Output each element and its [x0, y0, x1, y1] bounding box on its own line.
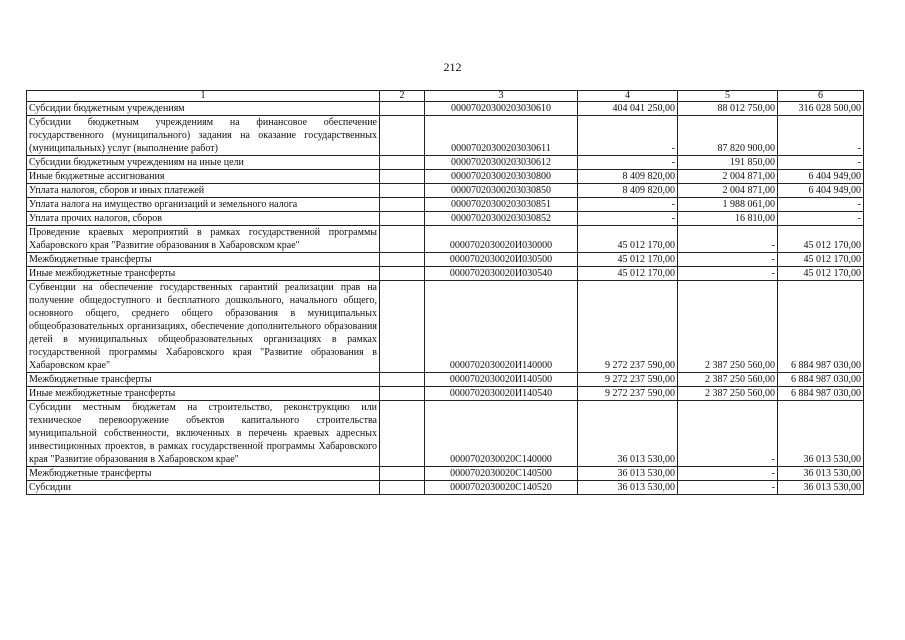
row-empty-cell	[380, 253, 425, 267]
row-value-cell: 45 012 170,00	[578, 253, 678, 267]
row-value-cell: -	[778, 116, 864, 156]
row-value-cell: 36 013 530,00	[578, 481, 678, 495]
row-value-cell: 6 884 987 030,00	[778, 281, 864, 373]
row-empty-cell	[380, 387, 425, 401]
row-empty-cell	[380, 212, 425, 226]
row-name-cell: Уплата налога на имущество организаций и земельного налога	[27, 198, 380, 212]
row-name-cell: Межбюджетные трансферты	[27, 373, 380, 387]
row-value-cell: 191 850,00	[678, 156, 778, 170]
table-row	[27, 467, 864, 481]
row-value-cell: 2 004 871,00	[678, 184, 778, 198]
row-name-cell: Субсидии бюджетным учреждениям на иные цели	[27, 156, 380, 170]
row-value-cell: 36 013 530,00	[778, 401, 864, 467]
column-header: 3	[425, 91, 578, 102]
table-row	[27, 212, 864, 226]
row-value-cell: 6 404 949,00	[778, 170, 864, 184]
row-value-cell: -	[678, 267, 778, 281]
row-value-cell: 6 884 987 030,00	[778, 387, 864, 401]
row-value-cell: -	[678, 401, 778, 467]
row-code-cell: 00007020300203030800	[425, 170, 578, 184]
table-row	[27, 401, 864, 467]
row-code-cell: 0000702030020С140520	[425, 481, 578, 495]
row-value-cell: 87 820 900,00	[678, 116, 778, 156]
column-header: 2	[380, 91, 425, 102]
row-value-cell: 2 387 250 560,00	[678, 387, 778, 401]
row-value-cell: 2 387 250 560,00	[678, 281, 778, 373]
row-empty-cell	[380, 198, 425, 212]
row-empty-cell	[380, 116, 425, 156]
row-value-cell: 36 013 530,00	[778, 481, 864, 495]
row-value-cell: 9 272 237 590,00	[578, 281, 678, 373]
row-value-cell: -	[578, 156, 678, 170]
row-name-cell: Иные межбюджетные трансферты	[27, 387, 380, 401]
row-code-cell: 0000702030020С140000	[425, 401, 578, 467]
row-code-cell: 0000702030020И030500	[425, 253, 578, 267]
column-header: 4	[578, 91, 678, 102]
row-value-cell: 88 012 750,00	[678, 102, 778, 116]
row-code-cell: 0000702030020И140500	[425, 373, 578, 387]
row-name-cell: Проведение краевых мероприятий в рамках государственной программы Хабаровского края "Развитие образования в Хабаровском крае"	[27, 226, 380, 253]
row-name-cell: Субсидии	[27, 481, 380, 495]
table-row	[27, 198, 864, 212]
row-name-cell: Уплата прочих налогов, сборов	[27, 212, 380, 226]
table-row	[27, 281, 864, 373]
row-name-cell: Уплата налогов, сборов и иных платежей	[27, 184, 380, 198]
row-name-cell: Иные межбюджетные трансферты	[27, 267, 380, 281]
row-value-cell: -	[578, 198, 678, 212]
table-row	[27, 373, 864, 387]
row-empty-cell	[380, 184, 425, 198]
table-row	[27, 253, 864, 267]
row-value-cell: 8 409 820,00	[578, 184, 678, 198]
budget-table	[26, 90, 864, 495]
row-empty-cell	[380, 170, 425, 184]
table-row	[27, 267, 864, 281]
row-name-cell: Субвенции на обеспечение государственных гарантий реализации прав на получение общедоступного и бесплатного дошкольного, начального общего, основного общего, среднего общего образования в муниципальных общеобразовательных организациях, обеспечение дополнительного образования детей в муниципальных общеобразовательных организациях в рамках государственной программы Хабаровского края "Развитие образования в Хабаровском крае"	[27, 281, 380, 373]
row-value-cell: 8 409 820,00	[578, 170, 678, 184]
row-value-cell: -	[678, 253, 778, 267]
row-value-cell: 404 041 250,00	[578, 102, 678, 116]
row-name-cell: Субсидии бюджетным учреждениям	[27, 102, 380, 116]
row-value-cell: 36 013 530,00	[578, 467, 678, 481]
row-value-cell: -	[578, 212, 678, 226]
row-name-cell: Субсидии местным бюджетам на строительство, реконструкцию или техническое перевооружение объектов капитального строительства муниципальной собственности, включенных в перечень краевых адресных инвестиционных проектов, в рамках государственной программы Хабаровского края "Развитие образования в Хабаровском крае"	[27, 401, 380, 467]
row-code-cell: 0000702030020И140540	[425, 387, 578, 401]
table-row	[27, 116, 864, 156]
row-empty-cell	[380, 156, 425, 170]
row-code-cell: 00007020300203030852	[425, 212, 578, 226]
row-value-cell: 45 012 170,00	[578, 267, 678, 281]
row-value-cell: 45 012 170,00	[778, 253, 864, 267]
row-code-cell: 00007020300203030612	[425, 156, 578, 170]
page-number: 212	[443, 60, 462, 74]
row-value-cell: -	[678, 467, 778, 481]
row-value-cell: 9 272 237 590,00	[578, 373, 678, 387]
row-code-cell: 00007020300203030851	[425, 198, 578, 212]
column-header: 5	[678, 91, 778, 102]
row-value-cell: 9 272 237 590,00	[578, 387, 678, 401]
table-row	[27, 226, 864, 253]
row-empty-cell	[380, 373, 425, 387]
row-code-cell: 0000702030020С140500	[425, 467, 578, 481]
row-value-cell: 6 404 949,00	[778, 184, 864, 198]
row-empty-cell	[380, 102, 425, 116]
row-value-cell: 45 012 170,00	[778, 226, 864, 253]
row-empty-cell	[380, 226, 425, 253]
row-value-cell: 16 810,00	[678, 212, 778, 226]
column-header: 6	[778, 91, 864, 102]
table-row	[27, 387, 864, 401]
row-code-cell: 0000702030020И030000	[425, 226, 578, 253]
row-value-cell: 316 028 500,00	[778, 102, 864, 116]
table-row	[27, 170, 864, 184]
row-name-cell: Межбюджетные трансферты	[27, 253, 380, 267]
row-name-cell: Субсидии бюджетным учреждениям на финансовое обеспечение государственного (муниципального) задания на оказание государственных (муниципальных) услуг (выполнение работ)	[27, 116, 380, 156]
row-value-cell: -	[578, 116, 678, 156]
row-code-cell: 00007020300203030611	[425, 116, 578, 156]
row-value-cell: -	[678, 226, 778, 253]
row-value-cell: -	[778, 198, 864, 212]
column-header: 1	[27, 91, 380, 102]
row-value-cell: 45 012 170,00	[778, 267, 864, 281]
row-value-cell: 6 884 987 030,00	[778, 373, 864, 387]
row-code-cell: 00007020300203030850	[425, 184, 578, 198]
row-value-cell: 45 012 170,00	[578, 226, 678, 253]
row-code-cell: 00007020300203030610	[425, 102, 578, 116]
row-empty-cell	[380, 281, 425, 373]
table-row	[27, 481, 864, 495]
row-value-cell: -	[778, 156, 864, 170]
row-value-cell: -	[678, 481, 778, 495]
row-value-cell: 36 013 530,00	[578, 401, 678, 467]
row-value-cell: 1 988 061,00	[678, 198, 778, 212]
row-code-cell: 0000702030020И030540	[425, 267, 578, 281]
row-name-cell: Иные бюджетные ассигнования	[27, 170, 380, 184]
table-row	[27, 102, 864, 116]
row-empty-cell	[380, 267, 425, 281]
table-row	[27, 156, 864, 170]
row-value-cell: 2 004 871,00	[678, 170, 778, 184]
row-empty-cell	[380, 467, 425, 481]
row-value-cell: -	[778, 212, 864, 226]
row-name-cell: Межбюджетные трансферты	[27, 467, 380, 481]
table-row	[27, 184, 864, 198]
table-header-row	[27, 91, 864, 102]
row-empty-cell	[380, 401, 425, 467]
row-code-cell: 0000702030020И140000	[425, 281, 578, 373]
row-value-cell: 36 013 530,00	[778, 467, 864, 481]
row-empty-cell	[380, 481, 425, 495]
row-value-cell: 2 387 250 560,00	[678, 373, 778, 387]
